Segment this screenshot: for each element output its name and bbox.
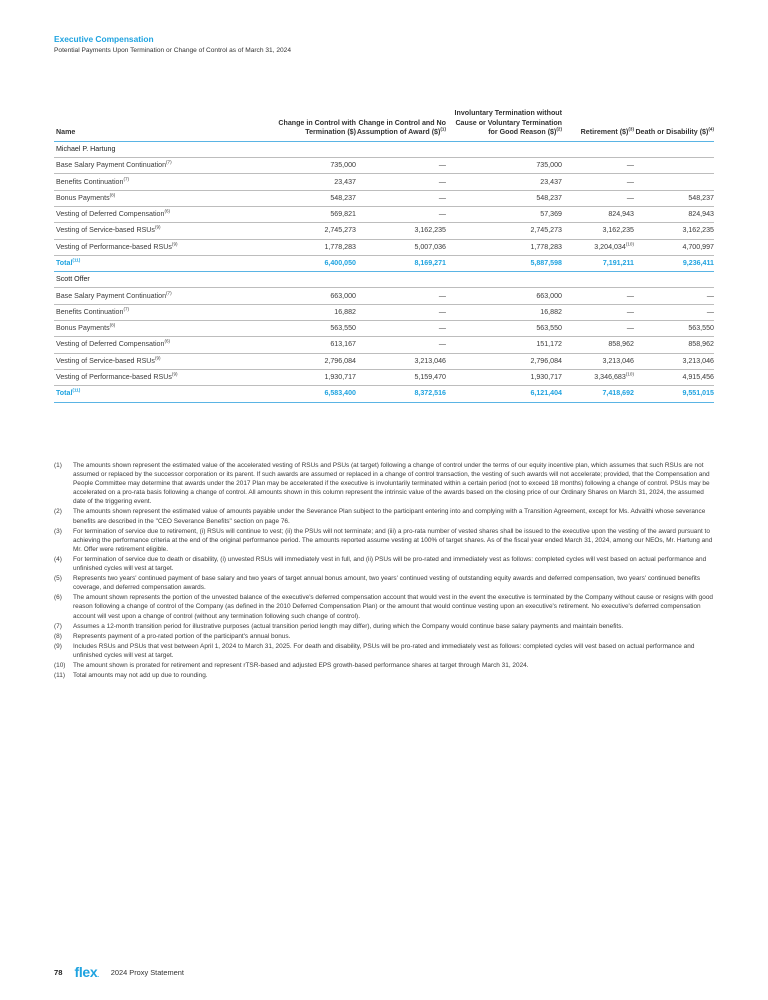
cell-value: — <box>626 177 634 186</box>
total-value: 5,887,598 <box>446 255 562 271</box>
cell-value: 16,882 <box>334 307 356 316</box>
cell-value: 151,172 <box>536 340 562 349</box>
footnote-number: (8) <box>54 632 62 640</box>
flex-logo: flex. <box>74 964 99 980</box>
total-label <box>54 386 274 402</box>
table-row <box>54 288 714 304</box>
value-cell <box>274 190 356 206</box>
footnote-text: The amount shown represents the portion of the unvested balance of the executive's deferred compensation account that would vest in the event the executive is terminated by the Company without cause or resigns with good reason following a change of control of the Company (as defined in the 2010 Deferred Compensation Plan) or the amount that would continue vesting upon an executive's retirement. No executive's deferred compensation account will vest upon a change of control (without any termination following such change of control). <box>73 594 713 620</box>
cell-value: 563,550 <box>536 324 562 333</box>
footnote-text: The amount shown is prorated for retirement and represent rTSR-based and adjusted EPS growth-based performance shares at target through March 31, 2024. <box>73 661 529 669</box>
cell-value: — <box>438 291 446 300</box>
column-header-label: Death or Disability ($) <box>635 128 709 137</box>
row-label-text: Bonus Payments <box>56 324 110 333</box>
value-cell <box>446 369 562 385</box>
row-label <box>54 174 274 190</box>
table-row <box>54 321 714 337</box>
cell-value: 613,167 <box>330 340 356 349</box>
person-row <box>54 141 714 157</box>
value-cell <box>356 304 446 320</box>
row-label-text: Vesting of Performance-based RSUs <box>56 242 172 251</box>
value-cell <box>634 158 714 174</box>
footnote-number: (6) <box>54 594 62 602</box>
cell-value: 858,962 <box>688 340 714 349</box>
cell-value: 2,745,273 <box>530 226 562 235</box>
value-cell <box>634 353 714 369</box>
row-label-text: Vesting of Performance-based RSUs <box>56 373 172 382</box>
cell-value: 5,007,036 <box>414 242 446 251</box>
column-header <box>274 109 356 141</box>
footnote-ref: (11) <box>72 257 81 263</box>
row-label-text: Benefits Continuation <box>56 177 124 186</box>
footnote-number: (4) <box>54 555 62 563</box>
footnote <box>54 622 716 631</box>
footnote <box>54 574 716 592</box>
footnote-number: (10) <box>54 661 66 669</box>
footnote <box>54 527 716 554</box>
footnote-ref: (10) <box>625 241 634 247</box>
footnote <box>54 661 716 670</box>
value-cell <box>562 223 634 239</box>
cell-value: 663,000 <box>536 291 562 300</box>
value-cell <box>634 304 714 320</box>
cell-value: — <box>626 324 634 333</box>
value-cell <box>562 304 634 320</box>
total-label-text: Total <box>56 389 73 398</box>
termination-payments-table <box>54 109 714 403</box>
cell-value: 3,346,683 <box>594 373 626 382</box>
cell-value: 23,437 <box>334 177 356 186</box>
total-value: 6,583,400 <box>274 386 356 402</box>
footnote-text: For termination of service due to death or disability, (i) unvested RSUs will immediately vest in full, and (ii) PSUs will be pro-rated and immediately vest as follows: completed cycles will vest based on actual performance and unfinished cycles will vest at target. <box>73 555 707 573</box>
footnote-text: Total amounts may not add up due to rounding. <box>73 672 208 680</box>
total-label <box>54 255 274 271</box>
table-row <box>54 304 714 320</box>
footnote-text: For termination of service due to retirement, (i) RSUs will continue to vest; (ii) the PSUs will not terminate; and (iii) a pro-rata number of vested shares shall be issued to the executive upon the vesting of the award pursuant to achieving the performance criteria at the end of the original performance period. The amounts reported assume vesting at 100% of target shares. As of the fiscal year ended March 31, 2024, among our NEOs, Mr. Hartung and Mr. Offer were retirement eligible. <box>73 527 713 553</box>
row-label-text: Vesting of Deferred Compensation <box>56 340 165 349</box>
cell-value: 3,213,046 <box>682 356 714 365</box>
value-cell <box>446 239 562 255</box>
cell-value: 3,204,034 <box>594 242 626 251</box>
footnote-ref: (11) <box>72 388 81 394</box>
value-cell <box>274 337 356 353</box>
total-value: 9,551,015 <box>634 386 714 402</box>
value-cell <box>274 206 356 222</box>
cell-value: — <box>438 177 446 186</box>
value-cell <box>446 206 562 222</box>
footnote-text: Represents two years' continued payment of base salary and two years of target annual bonus amount, two years' continued vesting of outstanding equity awards and deferred compensation, two years' continued benefits coverage, and deferred compensation awards. <box>73 575 701 592</box>
row-label <box>54 206 274 222</box>
total-value: 8,169,271 <box>356 255 446 271</box>
cell-value: — <box>438 210 446 219</box>
cell-value: — <box>438 161 446 170</box>
column-header-label: Change in Control and No Assumption of Award ($) <box>356 118 446 137</box>
cell-value: 4,915,456 <box>682 373 714 382</box>
cell-value: — <box>626 307 634 316</box>
cell-value: 3,213,046 <box>602 356 634 365</box>
cell-value: 824,943 <box>608 210 634 219</box>
column-header <box>356 109 446 141</box>
section-title: Executive Compensation <box>54 34 154 44</box>
row-label-text: Bonus Payments <box>56 193 110 202</box>
value-cell <box>562 369 634 385</box>
table-row <box>54 223 714 239</box>
value-cell <box>446 288 562 304</box>
value-cell <box>274 304 356 320</box>
cell-value: 1,778,283 <box>324 242 356 251</box>
value-cell <box>634 190 714 206</box>
cell-value: — <box>626 291 634 300</box>
cell-value: 23,437 <box>540 177 562 186</box>
cell-value: 569,821 <box>330 210 356 219</box>
section-subtitle: Potential Payments Upon Termination or Change of Control as of March 31, 2024 <box>54 47 292 54</box>
value-cell <box>356 190 446 206</box>
footnote-text: Includes RSUs and PSUs that vest between April 1, 2024 to March 31, 2025. For death and disability, PSUs will be pro-rated and immediately vest as follows: completed cycles will vest based on actual performance and unfinished cycles will vest at target. <box>73 642 695 659</box>
value-cell <box>562 174 634 190</box>
footnote <box>54 671 716 680</box>
value-cell <box>562 206 634 222</box>
value-cell <box>356 174 446 190</box>
value-cell <box>634 369 714 385</box>
column-header <box>634 109 714 141</box>
value-cell <box>562 321 634 337</box>
value-cell <box>274 239 356 255</box>
value-cell <box>356 337 446 353</box>
row-label <box>54 353 274 369</box>
value-cell <box>562 288 634 304</box>
row-label <box>54 369 274 385</box>
total-value: 7,191,211 <box>562 255 634 271</box>
row-label-text: Base Salary Payment Continuation <box>56 161 167 170</box>
footnote-number: (1) <box>54 462 62 469</box>
footnote-ref: (8) <box>109 192 116 198</box>
table-row <box>54 206 714 222</box>
footnote-ref: (7) <box>166 159 172 165</box>
footnote-ref: (7) <box>123 176 130 182</box>
footnote-number: (11) <box>54 672 65 680</box>
footnote-text: Assumes a 12-month transition period for illustrative purposes (actual transition period length may differ), during which the Company would continue base salary payments and maintain benefits. <box>73 622 624 630</box>
cell-value: — <box>438 307 446 316</box>
cell-value: — <box>706 307 714 316</box>
footnote-number: (7) <box>54 622 62 630</box>
footnote-ref: (2) <box>556 126 562 132</box>
value-cell <box>446 174 562 190</box>
cell-value: 2,796,084 <box>530 356 562 365</box>
footnote-ref: (4) <box>708 126 714 132</box>
footnote <box>54 461 716 506</box>
cell-value: — <box>626 193 634 202</box>
cell-value: 824,943 <box>688 210 714 219</box>
column-header <box>446 109 562 141</box>
page-footer <box>54 964 184 980</box>
table-row <box>54 337 714 353</box>
row-label <box>54 337 274 353</box>
total-row <box>54 386 714 402</box>
cell-value: 1,930,717 <box>324 373 356 382</box>
cell-value: 548,237 <box>330 193 356 202</box>
page-number: 78 <box>54 967 63 977</box>
value-cell <box>634 174 714 190</box>
cell-value: 4,700,997 <box>682 242 714 251</box>
cell-value: 57,369 <box>540 210 562 219</box>
cell-value: 663,000 <box>330 291 356 300</box>
document-name: 2024 Proxy Statement <box>110 967 184 977</box>
cell-value: 16,882 <box>540 307 562 316</box>
footnote <box>54 593 716 620</box>
cell-value: 3,213,046 <box>414 356 446 365</box>
row-label <box>54 158 274 174</box>
footnote <box>54 632 716 641</box>
table-header-row <box>54 109 714 141</box>
value-cell <box>446 353 562 369</box>
cell-value: 735,000 <box>330 161 356 170</box>
value-cell <box>274 174 356 190</box>
logo-text: flex <box>74 964 98 980</box>
footnote-ref: (6) <box>164 208 171 214</box>
cell-value: 735,000 <box>536 161 562 170</box>
footnote-ref: (10) <box>625 371 634 377</box>
value-cell <box>356 158 446 174</box>
cell-value: 2,796,084 <box>324 356 356 365</box>
value-cell <box>274 288 356 304</box>
value-cell <box>562 158 634 174</box>
cell-value: 3,162,235 <box>414 226 446 235</box>
value-cell <box>562 337 634 353</box>
value-cell <box>356 369 446 385</box>
person-row <box>54 272 714 288</box>
value-cell <box>446 158 562 174</box>
footnote <box>54 507 716 525</box>
value-cell <box>274 353 356 369</box>
value-cell <box>446 304 562 320</box>
footnote-number: (3) <box>54 527 62 535</box>
row-label-text: Benefits Continuation <box>56 307 124 316</box>
column-header <box>54 109 274 141</box>
value-cell <box>562 353 634 369</box>
footnote <box>54 642 716 660</box>
footnote-ref: (9) <box>154 355 161 361</box>
value-cell <box>634 321 714 337</box>
footnote-number: (2) <box>54 508 62 516</box>
cell-value: 1,930,717 <box>530 373 562 382</box>
total-value: 7,418,692 <box>562 386 634 402</box>
row-label <box>54 223 274 239</box>
value-cell <box>356 239 446 255</box>
footnote-ref: (9) <box>171 241 178 247</box>
footnote-ref: (7) <box>123 306 130 312</box>
footnote-ref: (9) <box>154 225 161 231</box>
column-header-label: Name <box>56 128 76 137</box>
row-label <box>54 321 274 337</box>
cell-value: 1,778,283 <box>530 242 562 251</box>
footnote-ref: (9) <box>171 371 178 377</box>
total-value: 6,121,404 <box>446 386 562 402</box>
total-row <box>54 255 714 271</box>
row-label <box>54 239 274 255</box>
cell-value: — <box>438 340 446 349</box>
cell-value: 2,745,273 <box>324 226 356 235</box>
value-cell <box>634 206 714 222</box>
cell-value: 3,162,235 <box>602 226 634 235</box>
row-label-text: Base Salary Payment Continuation <box>56 291 167 300</box>
cell-value: — <box>438 324 446 333</box>
cell-value: — <box>438 193 446 202</box>
footnote-text: The amounts shown represent the estimated value of the accelerated vesting of RSUs and PSUs (at target) following a change of control under the terms of our equity incentive plan, which assumes that such RSUs are not assumed or replaced by the successor corporation or its parent. If such awards are assumed or replaced in a change of control transaction, the vesting of such awards will not accelerate; provided, that the Compensation and People Committee may determine that awards under the 2017 Plan may be accelerated if the executive is involuntarily terminated within a certain period (not to exceed 18 months) following a change of control. PSUs may be accelerated on a pro-rata basis following a change of control. All amounts shown in this column represent the intrinsic value of the awards based on the closing price of our Ordinary Shares on March 31, 2024, the assumed date of the triggering event. <box>73 462 710 506</box>
cell-value: 548,237 <box>536 193 562 202</box>
total-value: 9,236,411 <box>634 255 714 271</box>
cell-value: 548,237 <box>688 193 714 202</box>
column-header-label: Change in Control with Termination ($) <box>278 118 356 137</box>
total-value: 6,400,050 <box>274 255 356 271</box>
value-cell <box>446 190 562 206</box>
value-cell <box>274 158 356 174</box>
person-name: Michael P. Hartung <box>54 141 714 157</box>
cell-value: 858,962 <box>608 340 634 349</box>
row-label <box>54 288 274 304</box>
column-header <box>562 109 634 141</box>
table-row <box>54 174 714 190</box>
table-row <box>54 239 714 255</box>
cell-value: — <box>626 161 634 170</box>
person-name: Scott Offer <box>54 272 714 288</box>
column-header-label: Retirement ($) <box>580 128 629 137</box>
cell-value: 5,159,470 <box>414 373 446 382</box>
row-label <box>54 304 274 320</box>
value-cell <box>634 239 714 255</box>
value-cell <box>356 206 446 222</box>
footnote-text: The amounts shown represent the estimated value of amounts payable under the Severance Plan subject to the participant entering into and complying with a Transition Agreement, except for Ms. Advaithi whose severance benefits are described in the "CEO Severance Benefits" section on page 76. <box>73 508 706 525</box>
footnote-number: (5) <box>54 575 62 583</box>
value-cell <box>356 223 446 239</box>
footnote <box>54 555 716 573</box>
value-cell <box>356 288 446 304</box>
table-row <box>54 353 714 369</box>
cell-value: 563,550 <box>688 324 714 333</box>
table-row <box>54 190 714 206</box>
table-row <box>54 158 714 174</box>
value-cell <box>446 337 562 353</box>
total-label-text: Total <box>56 259 73 267</box>
footnote-ref: (6) <box>164 339 171 345</box>
cell-value: 563,550 <box>330 324 356 333</box>
total-value: 8,372,516 <box>356 386 446 402</box>
value-cell <box>446 223 562 239</box>
row-label <box>54 190 274 206</box>
value-cell <box>634 337 714 353</box>
value-cell <box>634 288 714 304</box>
row-label-text: Vesting of Service-based RSUs <box>56 226 155 235</box>
value-cell <box>446 321 562 337</box>
value-cell <box>274 321 356 337</box>
value-cell <box>634 223 714 239</box>
footnote-ref: (7) <box>166 290 172 296</box>
row-label-text: Vesting of Service-based RSUs <box>56 356 155 365</box>
row-label-text: Vesting of Deferred Compensation <box>56 210 165 219</box>
value-cell <box>274 369 356 385</box>
footnote-ref: (3) <box>628 126 634 132</box>
value-cell <box>562 239 634 255</box>
value-cell <box>274 223 356 239</box>
value-cell <box>356 321 446 337</box>
table-row <box>54 369 714 385</box>
footnotes <box>54 461 716 681</box>
table-body <box>54 141 714 402</box>
value-cell <box>356 353 446 369</box>
cell-value: 3,162,235 <box>682 226 714 235</box>
footnote-ref: (1) <box>440 126 446 132</box>
footnote-number: (9) <box>54 642 62 650</box>
value-cell <box>562 190 634 206</box>
column-header-label: Involuntary Termination without Cause or Voluntary Termination for Good Reason ($) <box>454 109 562 137</box>
cell-value: — <box>706 291 714 300</box>
page-header <box>54 34 291 56</box>
footnote-ref: (8) <box>109 322 116 328</box>
footnote-text: Represents payment of a pro-rated portion of the participant's annual bonus. <box>73 632 291 640</box>
